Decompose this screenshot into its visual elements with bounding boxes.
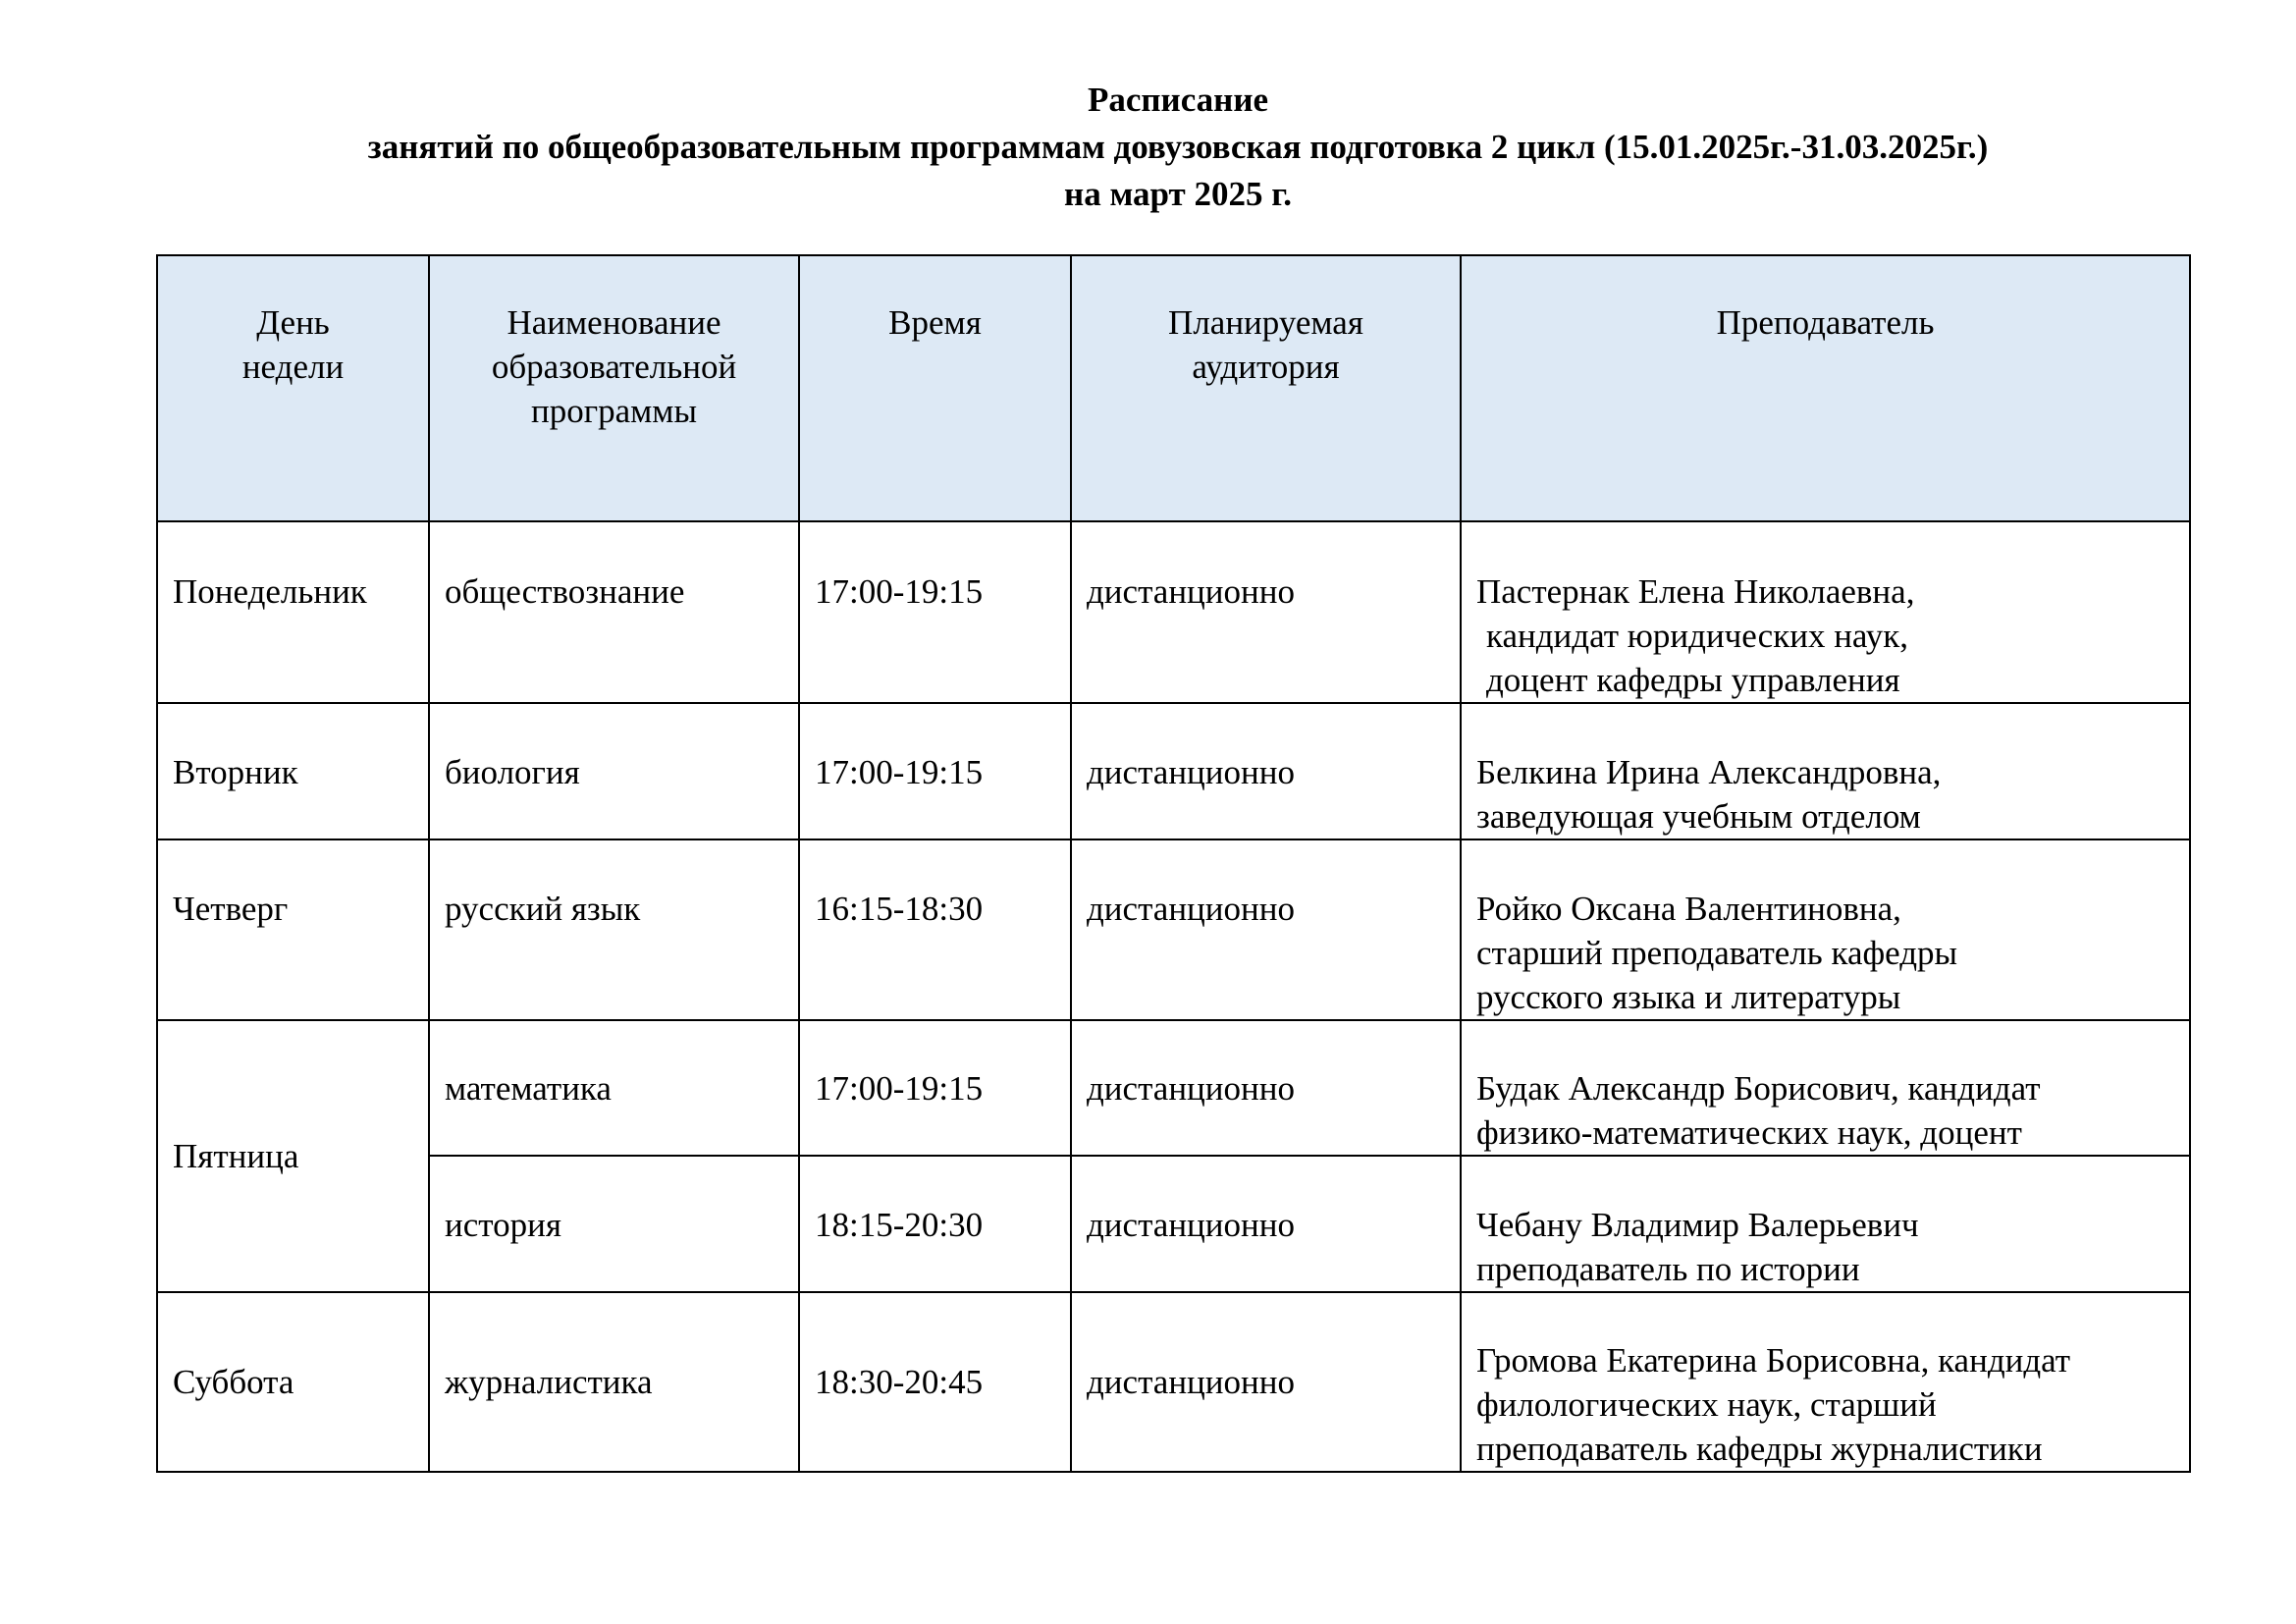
cell-teacher bbox=[1461, 1156, 2190, 1292]
header-program bbox=[429, 255, 799, 521]
teacher-line: Громова Екатерина Борисовна, кандидат bbox=[1476, 1341, 2071, 1380]
cell-teacher bbox=[1461, 1292, 2190, 1472]
header-time bbox=[799, 255, 1071, 521]
teacher-line: русского языка и литературы bbox=[1476, 978, 1901, 1016]
cell-room: дистанционно bbox=[1071, 1292, 1461, 1472]
teacher-line: доцент кафедры управления bbox=[1486, 661, 1900, 699]
cell-day: Пятница bbox=[157, 1020, 429, 1292]
table-row bbox=[157, 839, 2190, 1020]
header-day bbox=[157, 255, 429, 521]
cell-room: дистанционно bbox=[1071, 1020, 1461, 1156]
header-room bbox=[1071, 255, 1461, 521]
cell-room: дистанционно bbox=[1071, 521, 1461, 703]
cell-program: история bbox=[429, 1156, 799, 1292]
cell-time: 17:00-19:15 bbox=[799, 521, 1071, 703]
cell-teacher bbox=[1461, 1020, 2190, 1156]
header-room-line: Планируемая bbox=[1168, 303, 1363, 342]
header-program-line: программы bbox=[531, 392, 697, 430]
title-line-1: Расписание bbox=[1087, 81, 1269, 119]
header-day-line: недели bbox=[241, 348, 345, 386]
cell-program: математика bbox=[429, 1020, 799, 1156]
teacher-line: Пастернак Елена Николаевна, bbox=[1476, 572, 1915, 611]
cell-teacher bbox=[1461, 521, 2190, 703]
teacher-line: заведующая учебным отделом bbox=[1476, 797, 1921, 836]
title-line-3: на март 2025 г. bbox=[1064, 175, 1292, 213]
teacher-line: Ройко Оксана Валентиновна, bbox=[1476, 890, 1901, 928]
teacher-line: старший преподаватель кафедры bbox=[1476, 934, 1958, 972]
teacher-line: кандидат юридических наук, bbox=[1486, 617, 1908, 655]
schedule-table bbox=[156, 254, 2191, 1473]
teacher-line: преподаватель по истории bbox=[1476, 1250, 1860, 1288]
title-line-2: занятий по общеобразовательным программам довузовская подготовка 2 цикл (15.01.2025г.-31.03.2025г.) bbox=[367, 128, 1989, 166]
cell-program: журналистика bbox=[429, 1292, 799, 1472]
cell-room: дистанционно bbox=[1071, 839, 1461, 1020]
teacher-line: физико-математических наук, доцент bbox=[1476, 1113, 2022, 1152]
cell-room: дистанционно bbox=[1071, 1156, 1461, 1292]
teacher-line: филологических наук, старший bbox=[1476, 1385, 1937, 1424]
cell-room: дистанционно bbox=[1071, 703, 1461, 839]
header-program-line: образовательной bbox=[491, 348, 737, 386]
cell-day: Понедельник bbox=[157, 521, 429, 703]
header-time-line: Время bbox=[888, 303, 982, 342]
header-day-line: День bbox=[256, 303, 330, 342]
table-row bbox=[157, 1020, 2190, 1156]
teacher-line: Будак Александр Борисович, кандидат bbox=[1476, 1069, 2041, 1108]
header-room-line: аудитория bbox=[1192, 348, 1340, 386]
cell-time: 16:15-18:30 bbox=[799, 839, 1071, 1020]
cell-time: 18:15-20:30 bbox=[799, 1156, 1071, 1292]
table-row bbox=[157, 521, 2190, 703]
teacher-line: преподаватель кафедры журналистики bbox=[1476, 1430, 2043, 1468]
cell-program: обществознание bbox=[429, 521, 799, 703]
cell-day: Четверг bbox=[157, 839, 429, 1020]
cell-program: русский язык bbox=[429, 839, 799, 1020]
teacher-line: Чебану Владимир Валерьевич bbox=[1476, 1206, 1919, 1244]
header-program-line: Наименование bbox=[507, 303, 721, 342]
document-title bbox=[0, 77, 2296, 218]
table-row bbox=[157, 1292, 2190, 1472]
cell-time: 17:00-19:15 bbox=[799, 1020, 1071, 1156]
cell-program: биология bbox=[429, 703, 799, 839]
cell-time: 18:30-20:45 bbox=[799, 1292, 1071, 1472]
teacher-line: Белкина Ирина Александровна, bbox=[1476, 753, 1942, 791]
cell-teacher bbox=[1461, 839, 2190, 1020]
table-row bbox=[157, 703, 2190, 839]
header-teacher bbox=[1461, 255, 2190, 521]
cell-day: Суббота bbox=[157, 1292, 429, 1472]
cell-teacher bbox=[1461, 703, 2190, 839]
table-row bbox=[157, 1156, 2190, 1292]
header-teacher-line: Преподаватель bbox=[1716, 303, 1935, 342]
cell-day: Вторник bbox=[157, 703, 429, 839]
header-row bbox=[157, 255, 2190, 521]
cell-time: 17:00-19:15 bbox=[799, 703, 1071, 839]
